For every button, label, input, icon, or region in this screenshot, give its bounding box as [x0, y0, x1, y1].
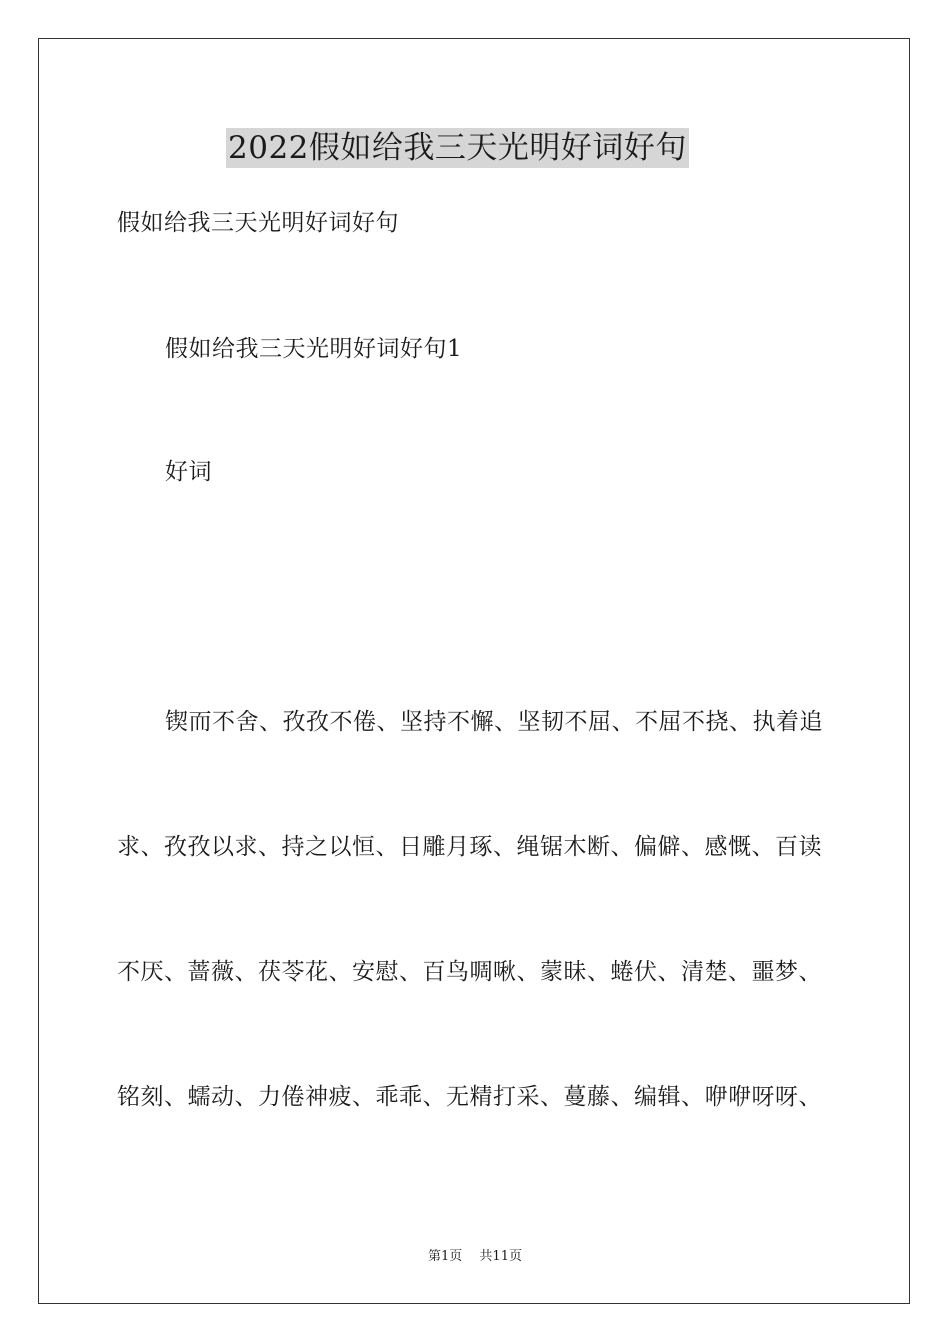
body-line: 不厌、蔷薇、茯苓花、安慰、百鸟啁啾、蒙昧、蜷伏、清楚、噩梦、: [117, 959, 822, 985]
body-line: 求、孜孜以求、持之以恒、日雕月琢、绳锯木断、偏僻、感慨、百读: [117, 834, 822, 860]
section-heading: 假如给我三天光明好词好句1: [165, 336, 463, 362]
document-title: 2022假如给我三天光明好词好句: [228, 130, 687, 166]
good-words-label: 好词: [165, 459, 212, 485]
document-subtitle: 假如给我三天光明好词好句: [117, 210, 399, 236]
page-footer: 第1页 共11页: [428, 1249, 522, 1264]
body-line: 铭刻、蠕动、力倦神疲、乖乖、无精打采、蔓藤、编辑、咿咿呀呀、: [117, 1084, 822, 1110]
body-line: 锲而不舍、孜孜不倦、坚持不懈、坚韧不屈、不屈不挠、执着追: [165, 709, 823, 735]
